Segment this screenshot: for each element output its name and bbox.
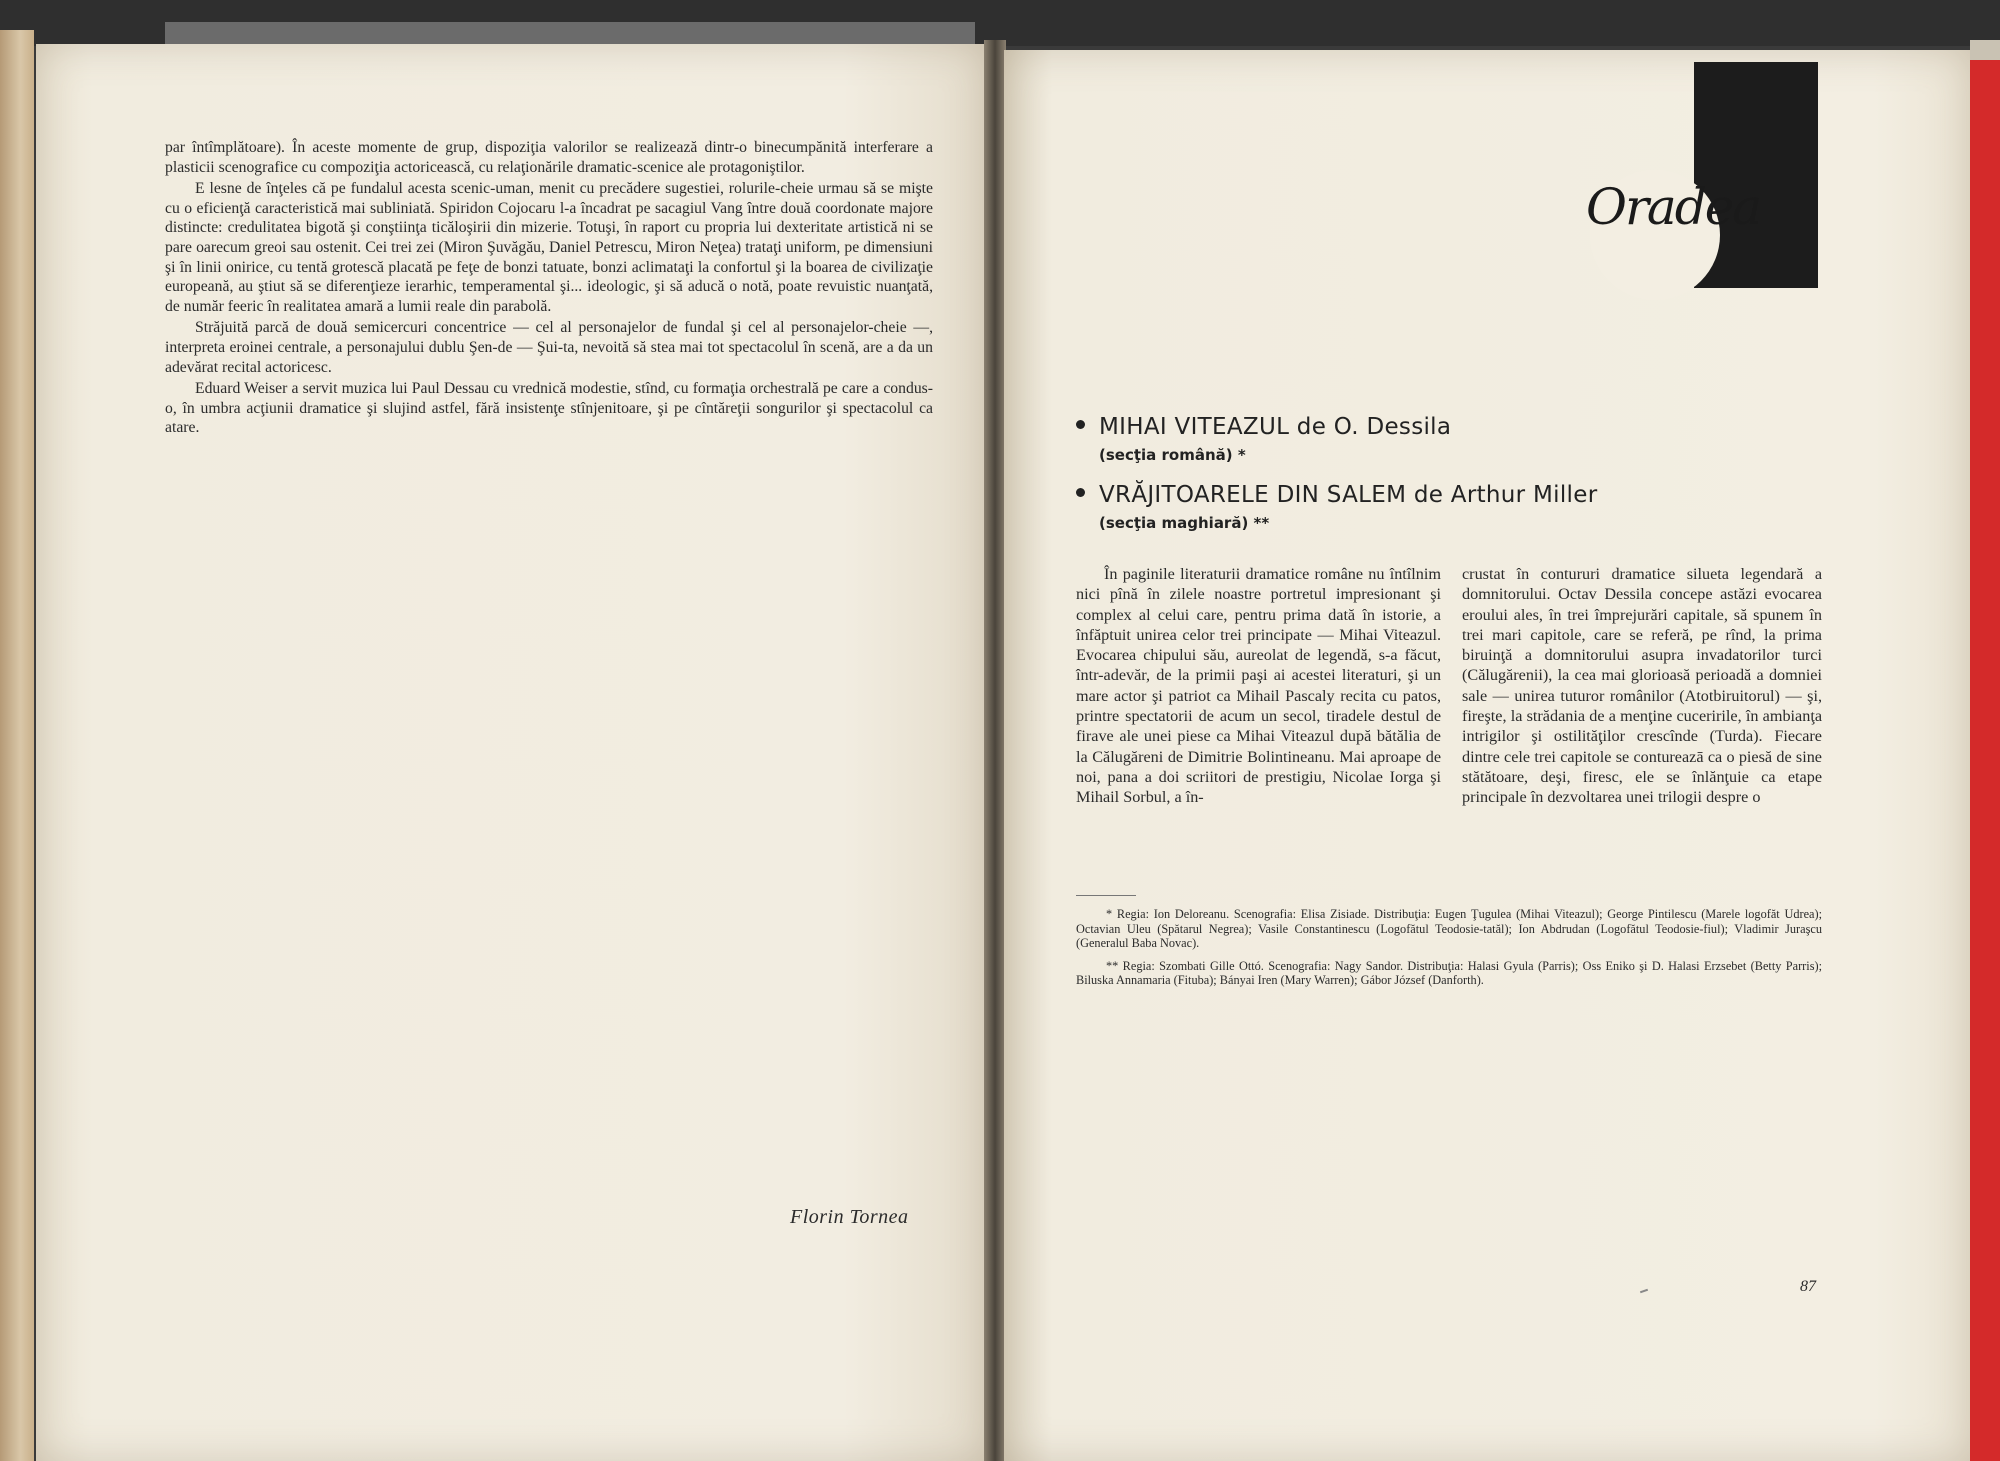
bullet-icon — [1076, 420, 1085, 429]
heading-vrajitoarele — [1076, 482, 1597, 532]
paragraph: În paginile literaturii dramatice române nu întîlnim nici pînă în zilele noastre portretul impresionant şi complex al celui care, pentru prima dată în istorie, a înfăptuit unirea celor trei principate — Mihai Viteazul. Evocarea chipului său, aureolat de legendă, s-a făcut, într-adevăr, de la primii paşi ai acestei literaturi, şi un mare actor şi patriot ca Mihail Pascaly recita cu patos, printre spectatorii de acum un secol, tiradele destul de firave ale unei piese ca Mihai Viteazul după bătălia de la Călugăreni de Dimitrie Bolintineanu. Mai aproape de noi, pana a doi scriitori de prestigiu, Nicolae Iorga şi Mihail Sorbul, a în- — [1076, 565, 1441, 807]
footnote-divider — [1076, 895, 1136, 896]
heading-title: MIHAI VITEAZUL de O. Dessila — [1099, 414, 1452, 440]
article-column-2 — [1462, 564, 1822, 808]
author-signature: Florin Tornea — [790, 1206, 909, 1228]
city-logo: Oradea — [1586, 178, 1761, 236]
page-number: 87 — [1800, 1278, 1816, 1295]
book-edge — [0, 30, 34, 1461]
heading-title: VRĂJITOARELE DIN SALEM de Arthur Miller — [1099, 482, 1598, 508]
page-edge-top — [1970, 40, 2000, 62]
footnotes — [1076, 907, 1822, 996]
backdrop-strip — [165, 22, 975, 46]
paragraph: par întîmplătoare). În aceste momente de grup, dispoziţia valorilor se realizează dintr-o binecumpănită interferare a plasticii scenografice cu compoziţia actoricească, cu relaţionările dramatic-scenice ale protagoniştilor. — [165, 139, 933, 176]
footnote-1: * Regia: Ion Deloreanu. Scenografia: Elisa Zisiade. Distribuţia: Eugen Ţugulea (Mihai Viteazul); George Pintilescu (Marele logofăt Udrea); Octavian Uleu (Spătarul Negrea); Vasile Constantinescu (Logofătul Teodosie-tatăl); Ion Abdrudan (Logofătul Teodosie-fiul); Vladimir Juraşcu (Generalul Baba Novac). — [1076, 907, 1822, 950]
paragraph: Străjuită parcă de două semicercuri concentrice — cel al personajelor de fundal şi cel al personajelor-cheie —, interpreta eroinei centrale, a personajului dublu Şen-de — Şui-ta, nevoită să stea mai tot spectacolul în scenă, are a da un adevărat recital actoricesc. — [165, 319, 933, 376]
red-cover-edge — [1970, 60, 2000, 1461]
heading-subtitle: (secţia română) * — [1099, 446, 1246, 464]
bullet-icon — [1076, 488, 1085, 497]
left-article-body — [165, 138, 933, 438]
book-gutter — [984, 40, 1006, 1461]
heading-subtitle: (secţia maghiară) ** — [1099, 514, 1270, 532]
heading-mihai-viteazul — [1076, 414, 1451, 464]
footnote-2: ** Regia: Szombati Gille Ottó. Scenografia: Nagy Sandor. Distribuţia: Halasi Gyula (Parris); Oss Eniko şi D. Halasi Erzsebet (Betty Parris); Biluska Annamaria (Fituba); Bányai Iren (Mary Warren); Gábor József (Danforth). — [1076, 958, 1822, 987]
paragraph: crustat în contururi dramatice silueta legendară a domnitorului. Octav Dessila concepe astăzi evocarea eroului ales, în trei împrejurări capitale, să spunem în trei mari capitole, care se referă, pe rînd, la prima biruinţă a domnitorului asupra invadatorilor turci (Călugărenii), la cea mai glorioasă perioadă a domniei sale — unirea tuturor românilor (Atotbiruitorul) — şi, fireşte, la strădania de a menţine cuceririle, în ambianţa intrigilor şi ostilităţilor crescînde (Turda). Fiecare dintre cele trei capitole se contureazā ca o piesă de sine stătătoare, deşi, firesc, ele se înlănţuie ca etape principale în dezvoltarea unei trilogii despre o — [1462, 565, 1822, 807]
paragraph: Eduard Weiser a servit muzica lui Paul Dessau cu vrednică modestie, stînd, cu formaţia orchestrală pe care a condus-o, în umbra acţiunii dramatice şi slujind astfel, fără insistenţe stînjenitoare, şi pe cîntăreţii songurilor şi spectacolul ca atare. — [165, 380, 933, 437]
article-column-1 — [1076, 564, 1441, 808]
paragraph: E lesne de înţeles că pe fundalul acesta scenic-uman, menit cu precădere sugestiei, rolurile-cheie urmau să se mişte cu o eficienţă caracteristică mai subliniată. Spiridon Cojocaru l-a încadrat pe sacagiul Vang între două coordonate majore distincte: credulitatea bigotă şi conştiinţa ticăloşirii din mizerie. Totuşi, în raport cu propria lui dexteritate artistică ni se pare oarecum greoi sau ostenit. Cei trei zei (Miron Şuvăgău, Daniel Petrescu, Miron Neţea) trataţi uniform, pe dimensiuni şi în linii onirice, cu tentă grotescă placată pe feţe de bonzi tatuate, bonzi aclimataţi la confortul şi la boarea de civilizaţie europeană, au ştiut să se diferenţieze ierarhic, temperamental şi... ideologic, şi să aducă o notă, poate revuistic nuanţată, de număr feeric în realitatea amară a lumii reale din parabolă. — [165, 180, 933, 315]
